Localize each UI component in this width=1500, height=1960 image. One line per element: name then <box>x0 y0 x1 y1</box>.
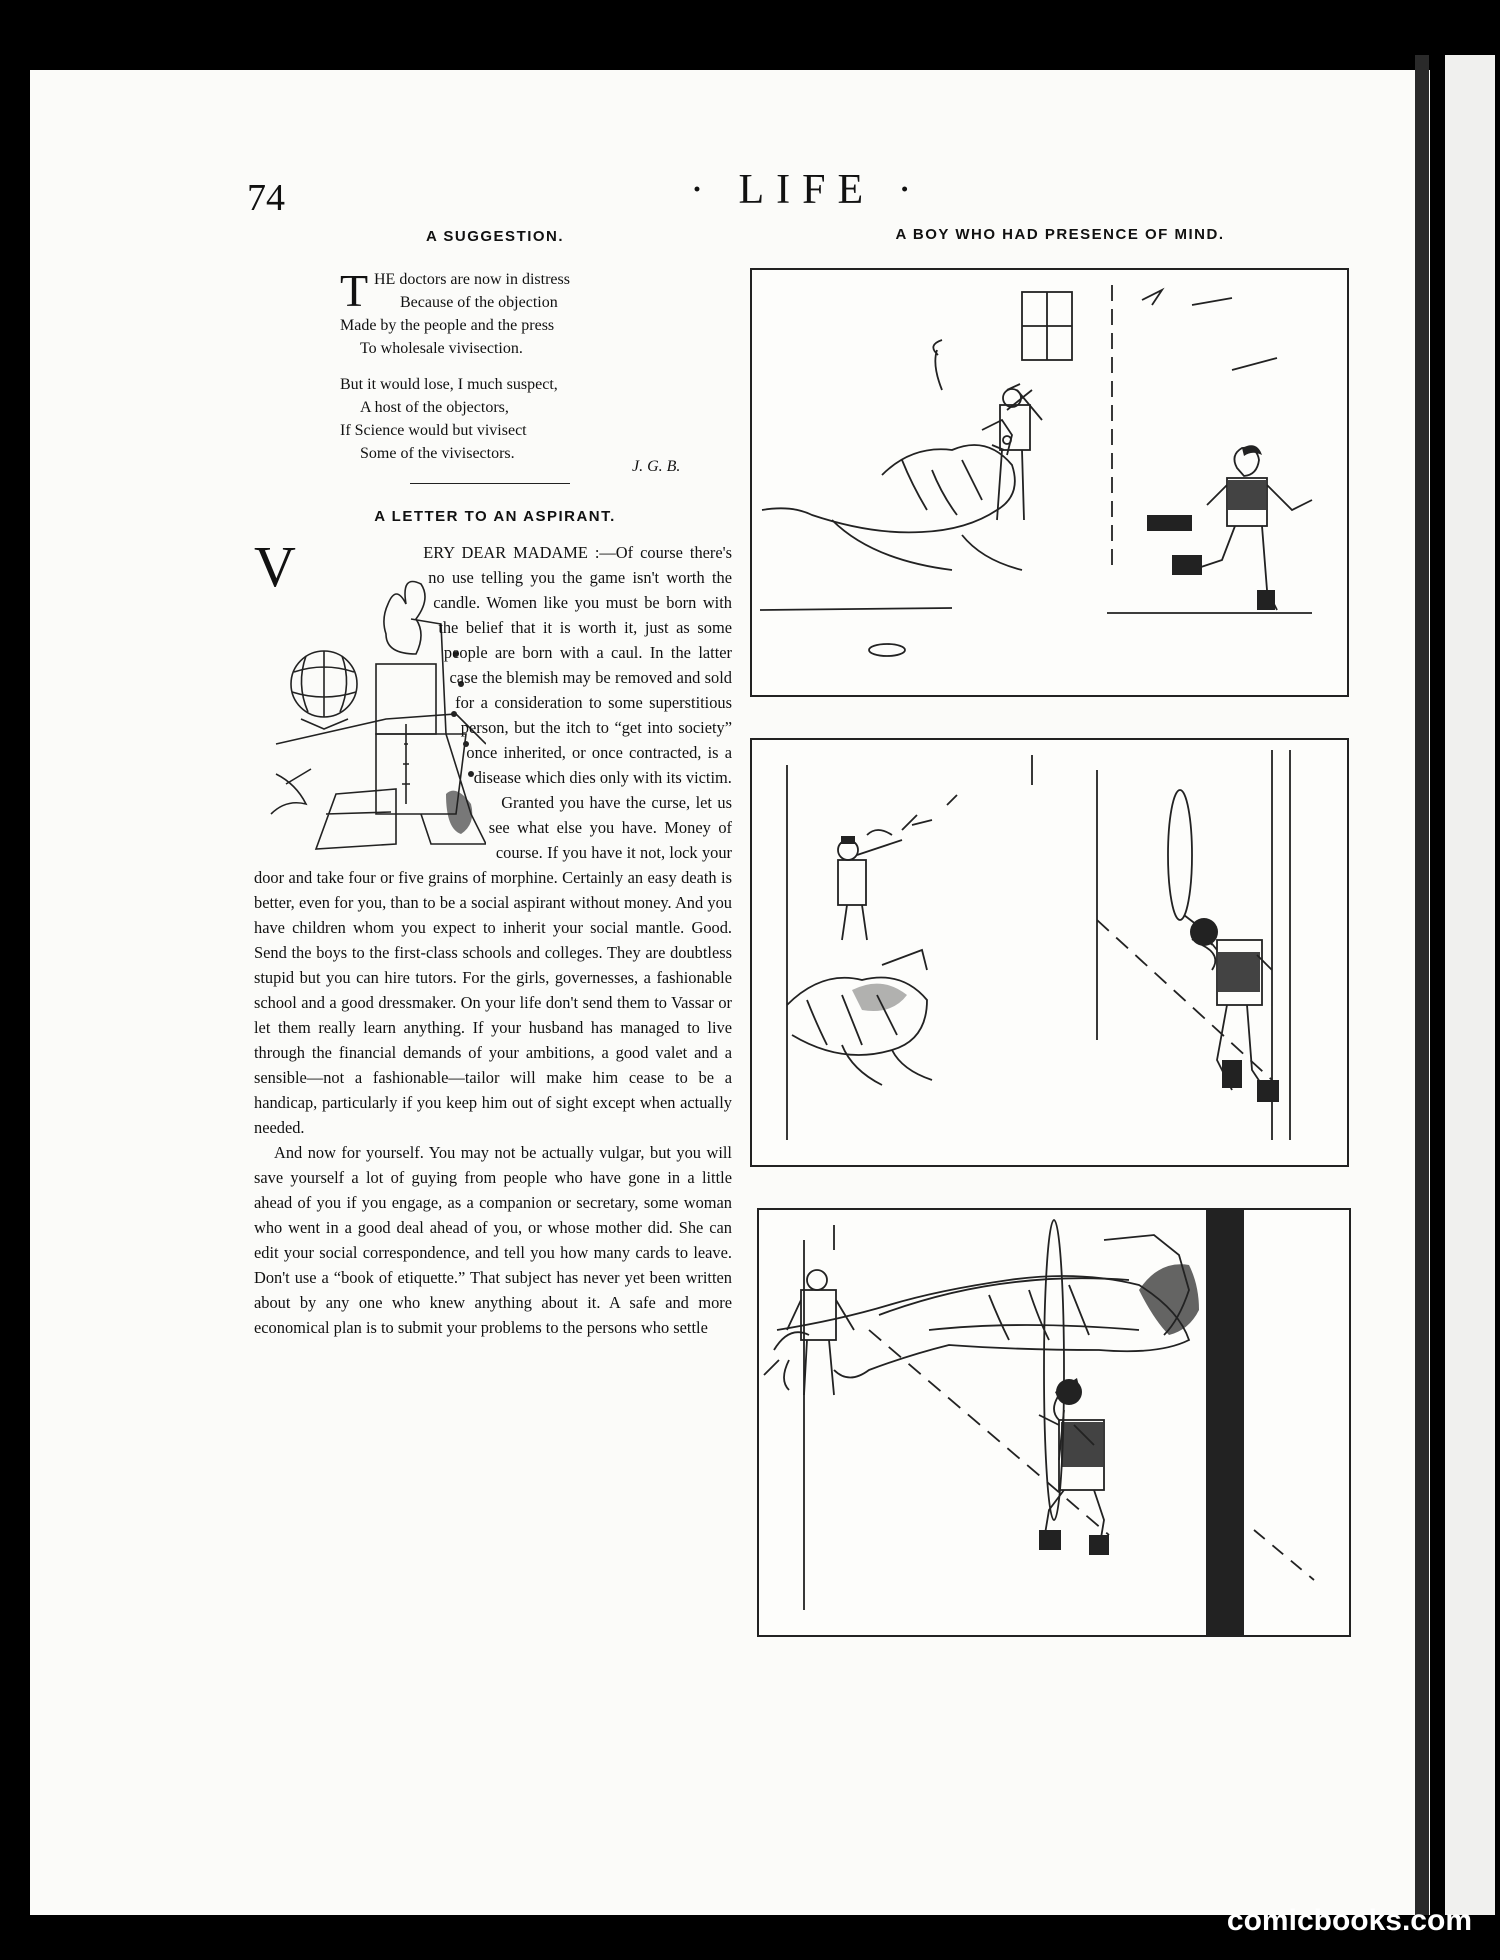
masthead: · LIFE · <box>690 167 924 213</box>
comic-title: A BOY WHO HAD PRESENCE OF MIND. <box>895 226 1225 243</box>
poem-line: To wholesale vivisection. <box>360 340 523 357</box>
page-gutter-shadow <box>1415 55 1429 1915</box>
poem-line: Some of the vivisectors. <box>360 445 515 462</box>
section-divider <box>410 483 570 484</box>
poem-line: Made by the people and the press <box>340 317 555 334</box>
comic-panel-3 <box>757 1208 1351 1637</box>
comic-panel-1 <box>750 268 1349 697</box>
letter-title: A LETTER TO AN ASPIRANT. <box>374 508 616 525</box>
poem-line: A host of the objectors, <box>360 399 509 416</box>
letter-body <box>254 534 732 1340</box>
letter-paragraph-1: ERY DEAR MADAME :—Of course there's no use telling you the game isn't worth the candle. Women like you must be born with the belief that it is worth it, just as some people are born with a caul. In the latter case the blemish may be removed and sold for a consideration to some superstitious person, but the itch to “get into society” once inherited, or once contracted, is a disease which dies only with its victim. <box>423 543 732 787</box>
comic-panel-2 <box>750 738 1349 1167</box>
suggestion-poem <box>340 258 570 465</box>
watermark: comicbooks.com <box>1226 1904 1472 1937</box>
comic-heading-block <box>800 226 1320 243</box>
letter-paragraph-3: And now for yourself. You may not be actually vulgar, but you will save yourself a lot of guying from people who have gone in a little ahead of you if you engage, as a companion or secretary, some woman who went in a good deal ahead of you, or whose mother did. She can edit your social correspondence, and tell you how many cards to leave. Don't use a “book of etiquette.” That subject has never yet been written about by any one who knew anything about it. A safe and more economical plan is to submit your problems to the persons who settle <box>254 1143 732 1337</box>
poem-line: But it would lose, I much suspect, <box>340 376 558 393</box>
letter-paragraph-2: Granted you have the curse, let us see what else you have. Money of course. If you have it not, lock your door and take four or five grains of morphine. Certainly an easy death is better, even for you, than to be a social aspirant without money. And you have children whom you expect to inherit your social mantle. Good. Send the boys to the first-class schools and colleges. They are doubtless stupid but you can hire tutors. For the girls, governesses, a fashionable school and a good dressmaker. On your life don't send them to Vassar or let them really learn anything. If your husband has managed to live through the financial demands of your ambitions, a good valet and a sensible—not a fashionable—tailor will make him cease to be a handicap, particularly if you keep him out of sight except when actually needed. <box>254 793 732 1137</box>
letter-dropcap: V <box>254 534 296 599</box>
poem-signature: J. G. B. <box>632 458 681 475</box>
social-ambition-illustration <box>254 534 486 864</box>
letter-paragraph <box>254 534 732 790</box>
page-number: 74 <box>247 177 285 219</box>
poem-line: Because of the objection <box>400 294 558 311</box>
adjacent-page-edge <box>1445 55 1495 1915</box>
poem-line: If Science would but vivisect <box>340 422 527 439</box>
letter-heading-block <box>255 508 735 525</box>
suggestion-title: A SUGGESTION. <box>425 228 565 245</box>
poem-line: HE doctors are now in distress <box>374 271 570 288</box>
poem-dropcap: T <box>340 265 369 316</box>
suggestion-section <box>255 228 735 245</box>
